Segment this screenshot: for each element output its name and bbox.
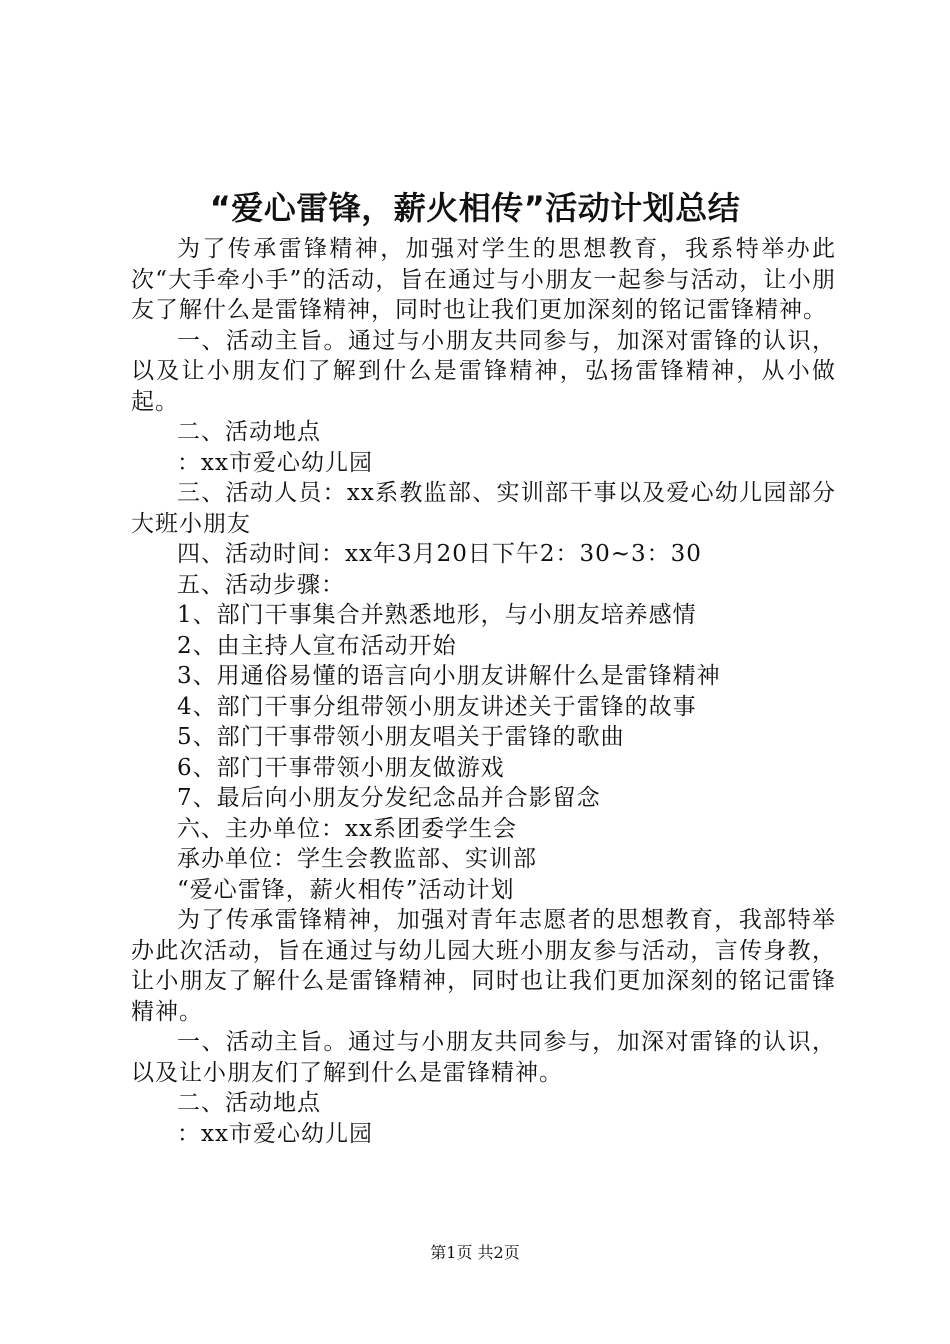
page-number-footer: 第1页 共2页	[430, 1243, 520, 1262]
list-item-step-2: 2、由主持人宣布活动开始	[177, 632, 457, 659]
paragraph-co-organizer: 承办单位：学生会教监部、实训部	[177, 846, 537, 872]
paragraph-intro: 为了传承雷锋精神，加强对学生的思想教育，我系特举办此次“大手牵小手”的活动，旨在通过与小朋友一起参与活动，让小朋友了解什么是雷锋精神，同时也让我们更加深刻的铭记雷锋精神。	[131, 236, 836, 323]
paragraph-location-heading: 二、活动地点	[177, 419, 321, 445]
list-item-step-7: 7、最后向小朋友分发纪念品并合影留念	[177, 785, 601, 811]
paragraph-steps-heading: 五、活动步骤：	[177, 571, 345, 598]
list-item-step-3: 3、用通俗易懂的语言向小朋友讲解什么是雷锋精神	[177, 663, 721, 689]
list-item-step-5: 5、部门干事带领小朋友唱关于雷锋的歌曲	[177, 724, 625, 750]
paragraph-purpose-2: 一、活动主旨。通过与小朋友共同参与，加深对雷锋的认识，以及让小朋友们了解到什么是雷锋精神。	[131, 1029, 836, 1086]
paragraph-intro-2: 为了传承雷锋精神，加强对青年志愿者的思想教育，我部特举办此次活动，旨在通过与幼儿园大班小朋友参与活动，言传身教，让小朋友了解什么是雷锋精神，同时也让我们更加深刻的铭记雷锋精神。	[131, 907, 836, 1025]
paragraph-organizer: 六、主办单位：xx系团委学生会	[177, 815, 517, 842]
list-item-step-6: 6、部门干事带领小朋友做游戏	[177, 754, 505, 781]
section-subtitle: “爱心雷锋，薪火相传”活动计划	[177, 876, 515, 903]
list-item-step-1: 1、部门干事集合并熟悉地形，与小朋友培养感情	[177, 602, 697, 628]
paragraph-time: 四、活动时间：xx年3月20日下午2：30~3：30	[177, 541, 702, 567]
paragraph-location: ：xx市爱心幼儿园	[177, 449, 373, 476]
document-body	[131, 234, 836, 1149]
list-item-step-4: 4、部门干事分组带领小朋友讲述关于雷锋的故事	[177, 693, 697, 720]
paragraph-participants: 三、活动人员：xx系教监部、实训部干事以及爱心幼儿园部分大班小朋友	[131, 480, 836, 537]
document-title: “爱心雷锋，薪火相传”活动计划总结	[209, 189, 741, 227]
paragraph-location-2: ：xx市爱心幼儿园	[177, 1120, 373, 1147]
paragraph-purpose: 一、活动主旨。通过与小朋友共同参与，加深对雷锋的认识，以及让小朋友们了解到什么是雷锋精神，弘扬雷锋精神，从小做起。	[131, 327, 836, 415]
paragraph-location-heading-2: 二、活动地点	[177, 1090, 321, 1116]
